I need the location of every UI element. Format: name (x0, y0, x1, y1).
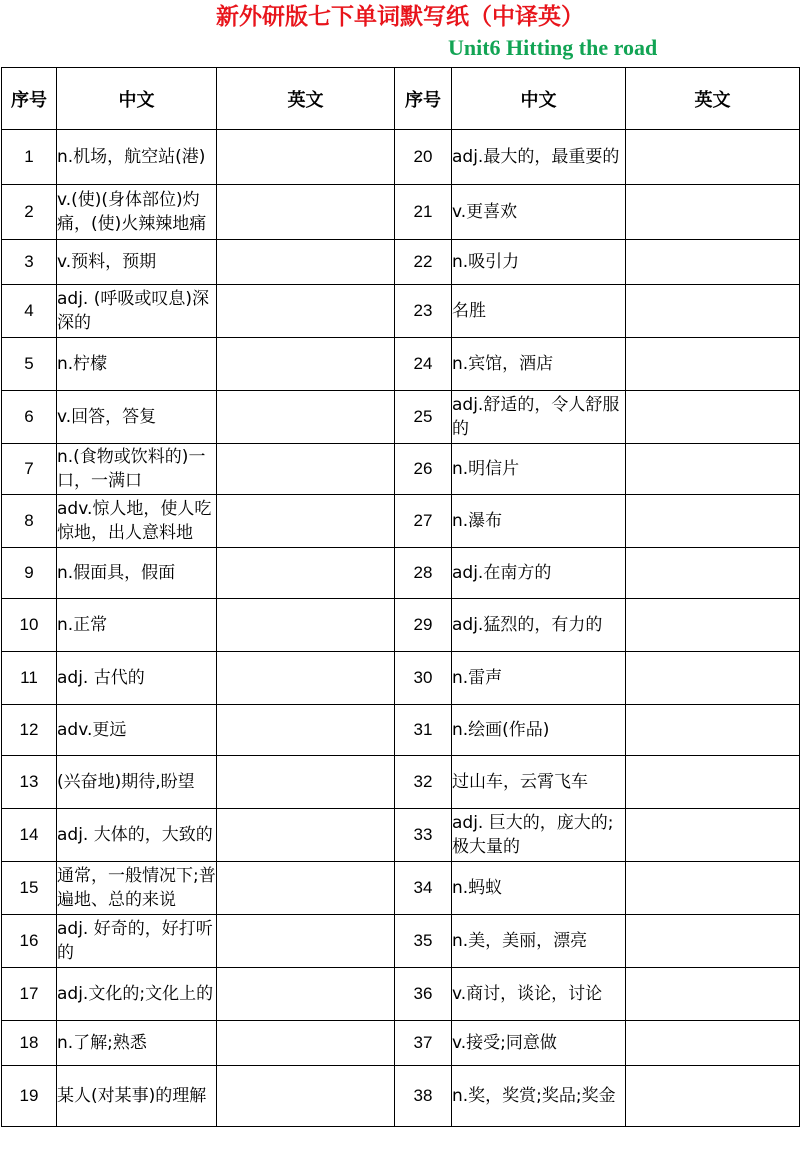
chinese-text: n.正常 (57, 615, 108, 635)
table-row (2, 444, 800, 495)
word-chinese-right (452, 705, 626, 756)
word-chinese-right (452, 548, 626, 599)
chinese-text: adj. 巨大的，庞大的;极大量的 (452, 813, 614, 857)
answer-cell-right[interactable] (626, 130, 800, 185)
answer-cell-left[interactable] (217, 652, 395, 705)
word-number-left: 5 (2, 338, 57, 391)
answer-cell-left[interactable] (217, 915, 395, 968)
word-number-left: 18 (2, 1021, 57, 1066)
word-chinese-right (452, 285, 626, 338)
chinese-text: n.宾馆，酒店 (452, 354, 554, 374)
word-chinese-right (452, 240, 626, 285)
answer-cell-right[interactable] (626, 338, 800, 391)
word-number-right: 35 (395, 915, 452, 968)
word-number-left: 1 (2, 130, 57, 185)
word-chinese-left (57, 391, 217, 444)
word-chinese-right (452, 1021, 626, 1066)
answer-cell-right[interactable] (626, 1066, 800, 1127)
table-header-row (2, 68, 800, 130)
answer-cell-right[interactable] (626, 548, 800, 599)
word-chinese-left (57, 809, 217, 862)
chinese-text: adj.舒适的，令人舒服的 (452, 395, 620, 439)
answer-cell-right[interactable] (626, 285, 800, 338)
word-number-left: 13 (2, 756, 57, 809)
answer-cell-left[interactable] (217, 862, 395, 915)
word-number-right: 31 (395, 705, 452, 756)
chinese-text: v.回答，答复 (57, 407, 157, 427)
chinese-text: n.明信片 (452, 459, 520, 479)
chinese-text: n.奖，奖赏;奖品;奖金 (452, 1086, 616, 1106)
word-chinese-right (452, 444, 626, 495)
answer-cell-left[interactable] (217, 599, 395, 652)
table-row (2, 652, 800, 705)
answer-cell-left[interactable] (217, 185, 395, 240)
answer-cell-left[interactable] (217, 756, 395, 809)
answer-cell-right[interactable] (626, 809, 800, 862)
word-number-right: 23 (395, 285, 452, 338)
chinese-text: adj.猛烈的，有力的 (452, 615, 603, 635)
chinese-text: n.蚂蚁 (452, 878, 503, 898)
word-chinese-right (452, 968, 626, 1021)
word-number-left: 6 (2, 391, 57, 444)
answer-cell-left[interactable] (217, 705, 395, 756)
word-chinese-right (452, 185, 626, 240)
word-chinese-left (57, 862, 217, 915)
word-chinese-right (452, 915, 626, 968)
word-chinese-left (57, 599, 217, 652)
word-chinese-left (57, 444, 217, 495)
table-row (2, 548, 800, 599)
chinese-text: adj. (呼吸或叹息)深深的 (57, 289, 210, 333)
word-number-right: 28 (395, 548, 452, 599)
word-number-left: 8 (2, 495, 57, 548)
word-number-left: 12 (2, 705, 57, 756)
answer-cell-left[interactable] (217, 1066, 395, 1127)
page-subtitle: Unit6 Hitting the road (448, 35, 658, 60)
table-row (2, 809, 800, 862)
answer-cell-right[interactable] (626, 1021, 800, 1066)
answer-cell-right[interactable] (626, 240, 800, 285)
word-chinese-left (57, 240, 217, 285)
table-row (2, 599, 800, 652)
word-chinese-left (57, 705, 217, 756)
word-chinese-left (57, 338, 217, 391)
answer-cell-right[interactable] (626, 599, 800, 652)
chinese-text: v.接受;同意做 (452, 1033, 557, 1053)
word-chinese-right (452, 652, 626, 705)
header-chinese-right: 中文 (452, 68, 626, 130)
word-chinese-right (452, 495, 626, 548)
answer-cell-right[interactable] (626, 968, 800, 1021)
word-number-right: 25 (395, 391, 452, 444)
header-chinese-left: 中文 (57, 68, 217, 130)
word-chinese-left (57, 915, 217, 968)
table-row (2, 185, 800, 240)
answer-cell-left[interactable] (217, 1021, 395, 1066)
word-number-right: 30 (395, 652, 452, 705)
answer-cell-left[interactable] (217, 130, 395, 185)
word-chinese-left (57, 185, 217, 240)
chinese-text: 名胜 (452, 301, 486, 321)
header-english-left: 英文 (217, 68, 395, 130)
chinese-text: n.雷声 (452, 668, 503, 688)
answer-cell-right[interactable] (626, 495, 800, 548)
word-number-right: 20 (395, 130, 452, 185)
word-number-right: 24 (395, 338, 452, 391)
answer-cell-right[interactable] (626, 391, 800, 444)
answer-cell-right[interactable] (626, 915, 800, 968)
chinese-text: v.预料，预期 (57, 252, 157, 272)
word-number-right: 36 (395, 968, 452, 1021)
table-row (2, 968, 800, 1021)
header-english-right: 英文 (626, 68, 800, 130)
word-chinese-left (57, 1066, 217, 1127)
word-chinese-right (452, 1066, 626, 1127)
answer-cell-right[interactable] (626, 705, 800, 756)
word-number-left: 19 (2, 1066, 57, 1127)
word-number-right: 34 (395, 862, 452, 915)
table-row (2, 285, 800, 338)
chinese-text: n.(食物或饮料的)一口，一满口 (57, 447, 206, 491)
word-chinese-right (452, 338, 626, 391)
word-chinese-right (452, 862, 626, 915)
table-row (2, 391, 800, 444)
header-number-left: 序号 (2, 68, 57, 130)
word-chinese-left (57, 968, 217, 1021)
word-number-left: 17 (2, 968, 57, 1021)
table-row (2, 705, 800, 756)
word-number-left: 14 (2, 809, 57, 862)
answer-cell-left[interactable] (217, 338, 395, 391)
word-chinese-left (57, 130, 217, 185)
chinese-text: 通常，一般情况下;普遍地、总的来说 (57, 866, 216, 910)
word-number-right: 38 (395, 1066, 452, 1127)
table-row (2, 915, 800, 968)
table-row (2, 130, 800, 185)
table-row (2, 495, 800, 548)
page-title: 新外研版七下单词默写纸（中译英） (216, 4, 584, 30)
chinese-text: adj.在南方的 (452, 563, 552, 583)
word-number-left: 2 (2, 185, 57, 240)
word-number-left: 7 (2, 444, 57, 495)
chinese-text: adj. 古代的 (57, 668, 145, 688)
chinese-text: n.柠檬 (57, 354, 108, 374)
chinese-text: 某人(对某事)的理解 (57, 1086, 207, 1106)
word-number-right: 29 (395, 599, 452, 652)
table-row (2, 338, 800, 391)
answer-cell-right[interactable] (626, 185, 800, 240)
answer-cell-left[interactable] (217, 548, 395, 599)
answer-cell-left[interactable] (217, 968, 395, 1021)
chinese-text: n.吸引力 (452, 252, 520, 272)
word-number-left: 16 (2, 915, 57, 968)
chinese-text: n.美，美丽，漂亮 (452, 931, 588, 951)
table-row (2, 1021, 800, 1066)
chinese-text: adj.文化的;文化上的 (57, 984, 214, 1004)
answer-cell-left[interactable] (217, 444, 395, 495)
chinese-text: n.机场，航空站(港) (57, 147, 206, 167)
answer-cell-left[interactable] (217, 391, 395, 444)
chinese-text: n.绘画(作品) (452, 720, 550, 740)
word-chinese-left (57, 285, 217, 338)
chinese-text: adj. 好奇的，好打听的 (57, 919, 213, 963)
table-row (2, 1066, 800, 1127)
word-number-left: 15 (2, 862, 57, 915)
word-chinese-right (452, 756, 626, 809)
table-row (2, 240, 800, 285)
word-number-left: 9 (2, 548, 57, 599)
chinese-text: v.(使)(身体部位)灼痛，(使)火辣辣地痛 (57, 190, 207, 234)
chinese-text: adj.最大的，最重要的 (452, 147, 620, 167)
answer-cell-right[interactable] (626, 756, 800, 809)
word-number-right: 32 (395, 756, 452, 809)
word-chinese-left (57, 1021, 217, 1066)
word-number-left: 4 (2, 285, 57, 338)
answer-cell-right[interactable] (626, 444, 800, 495)
chinese-text: (兴奋地)期待,盼望 (57, 772, 195, 792)
vocabulary-table (1, 67, 800, 1127)
chinese-text: adv.惊人地，使人吃惊地，出人意料地 (57, 499, 212, 543)
answer-cell-left[interactable] (217, 285, 395, 338)
word-chinese-left (57, 756, 217, 809)
header-number-right: 序号 (395, 68, 452, 130)
chinese-text: n.瀑布 (452, 511, 503, 531)
word-number-left: 10 (2, 599, 57, 652)
table-row (2, 756, 800, 809)
word-chinese-right (452, 809, 626, 862)
chinese-text: n.假面具，假面 (57, 563, 176, 583)
word-number-right: 27 (395, 495, 452, 548)
word-number-right: 26 (395, 444, 452, 495)
answer-cell-right[interactable] (626, 862, 800, 915)
chinese-text: adj. 大体的，大致的 (57, 825, 213, 845)
answer-cell-left[interactable] (217, 240, 395, 285)
answer-cell-left[interactable] (217, 809, 395, 862)
word-number-right: 37 (395, 1021, 452, 1066)
answer-cell-left[interactable] (217, 495, 395, 548)
chinese-text: n.了解;熟悉 (57, 1033, 147, 1053)
answer-cell-right[interactable] (626, 652, 800, 705)
word-chinese-left (57, 652, 217, 705)
chinese-text: v.商讨，谈论，讨论 (452, 984, 603, 1004)
word-number-left: 11 (2, 652, 57, 705)
word-number-right: 21 (395, 185, 452, 240)
chinese-text: 过山车，云霄飞车 (452, 772, 588, 792)
word-chinese-right (452, 599, 626, 652)
chinese-text: adv.更远 (57, 720, 127, 740)
word-chinese-right (452, 130, 626, 185)
word-number-right: 22 (395, 240, 452, 285)
table-row (2, 862, 800, 915)
word-chinese-right (452, 391, 626, 444)
word-chinese-left (57, 548, 217, 599)
word-number-left: 3 (2, 240, 57, 285)
word-number-right: 33 (395, 809, 452, 862)
chinese-text: v.更喜欢 (452, 202, 518, 222)
word-chinese-left (57, 495, 217, 548)
